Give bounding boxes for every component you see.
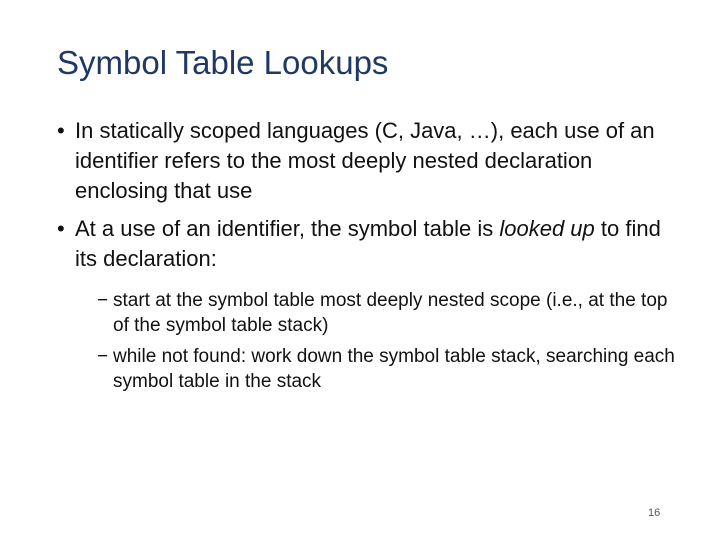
sub-bullet-item [57,344,677,394]
bullet-item [57,214,677,274]
bullet-text: In statically scoped languages (C, Java, …), each use of an identifier refers to the most deeply nested declaration enclosing that use [75,118,655,203]
bullet-text-tail: to find its declaration: [75,216,661,271]
sub-bullet-marker: − [97,290,109,311]
bullet-emphasis: looked up [499,216,595,241]
bullet-list [57,116,677,400]
bullet-text: At a use of an identifier, the symbol table is [75,216,500,241]
page-number: 16 [648,507,661,519]
sub-bullet-item [57,288,677,338]
bullet-item [57,116,677,206]
sub-bullet-marker: − [97,346,109,367]
sub-bullet-text: while not found: work down the symbol table stack, searching each symbol table in the stack [113,346,675,392]
bullet-marker: • [57,216,65,241]
sub-bullet-list [57,288,677,394]
sub-bullet-text: start at the symbol table most deeply nested scope (i.e., at the top of the symbol table stack) [113,290,668,336]
slide-title: Symbol Table Lookups [57,44,389,81]
bullet-marker: • [57,118,65,143]
